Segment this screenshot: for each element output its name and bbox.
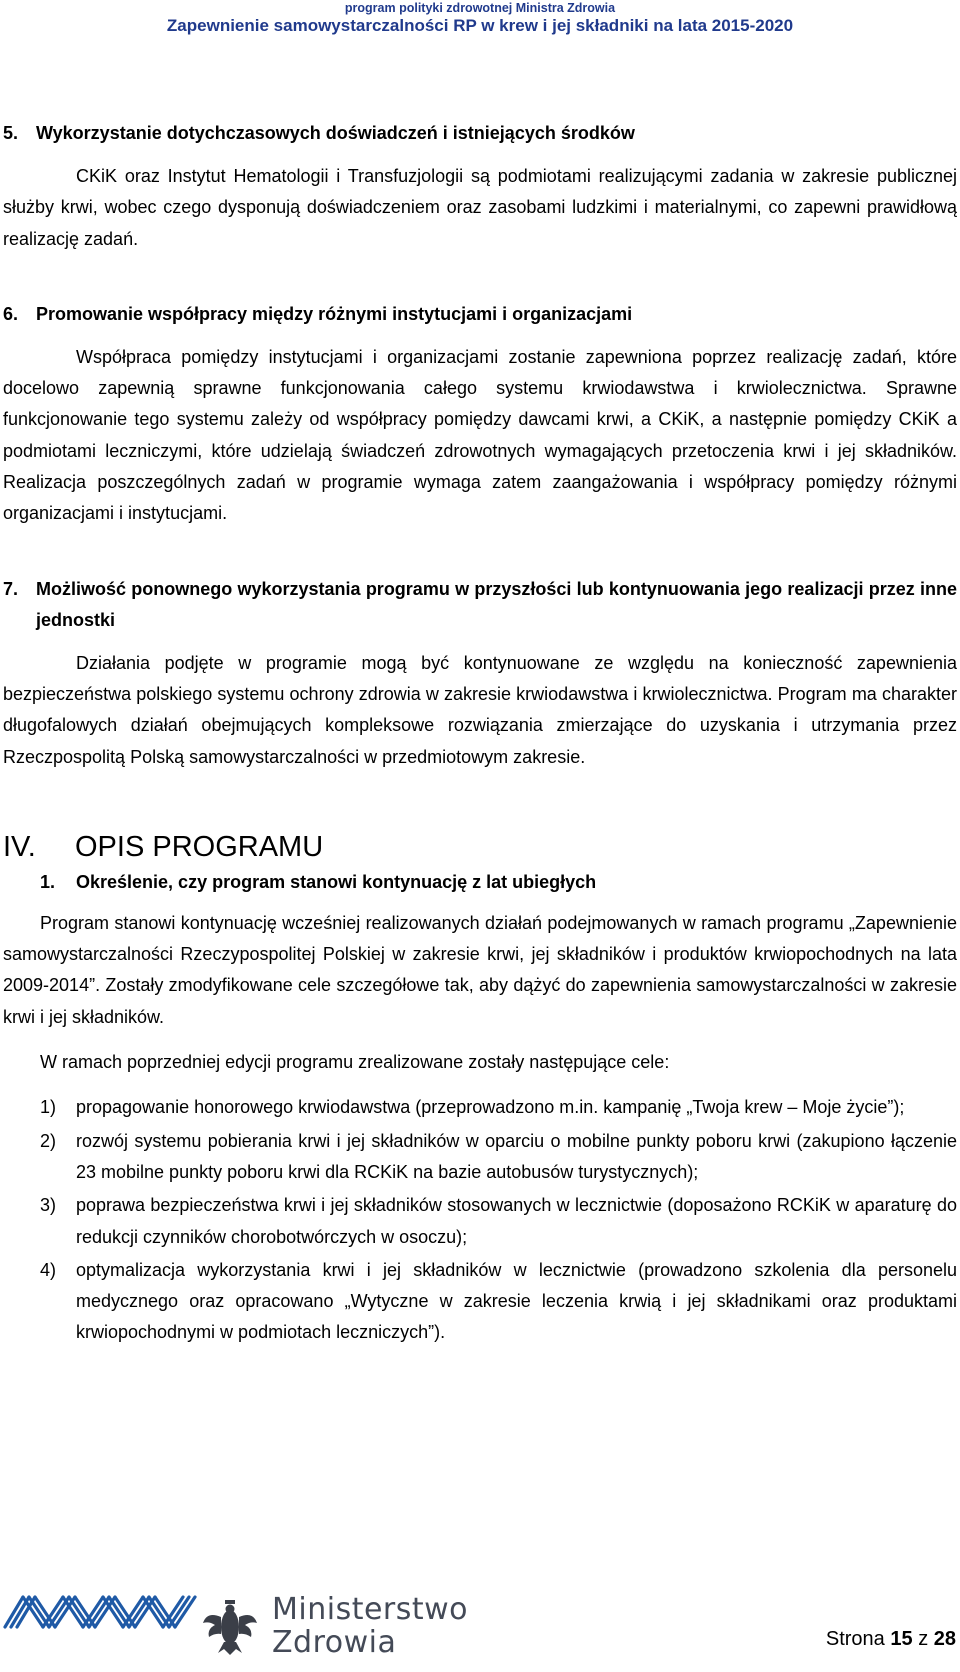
- list-item-number: 1): [40, 1097, 57, 1118]
- section-title: Promowanie współpracy między różnymi instytucjami i organizacjami: [36, 303, 633, 324]
- page-total: 28: [933, 1628, 956, 1650]
- ministry-name-line1: Ministerstwo: [272, 1592, 469, 1627]
- part-iv-heading: [3, 827, 957, 867]
- list-item-text: propagowanie honorowego krwiodawstwa (przeprowadzono m.in. kampanię „Twoja krew – Moje życie”);: [76, 1097, 905, 1118]
- subsection-1-intro: W ramach poprzedniej edycji programu zrealizowane zostały następujące cele:: [40, 1052, 670, 1073]
- achievements-list: [3, 1092, 957, 1348]
- section-number: 6.: [3, 303, 19, 324]
- ministry-logo-icon: [3, 1587, 265, 1672]
- subsection-1-paragraph: Program stanowi kontynuację wcześniej realizowanych działań podejmowanych w ramach programu „Zapewnienie samowystarczalności Rzeczypospolitej Polskiej w zakresie krwi, jej składników i produktów krwiopochodnych na lata 2009-2014”. Zostały zmodyfikowane cele szczegółowe tak, aby dążyć do zapewnienia samowystarczalności w zakresie krwi i jej składników.: [3, 912, 957, 1027]
- section-7-heading: [3, 574, 957, 636]
- subsection-1-heading: [3, 867, 957, 898]
- document-body: [3, 118, 957, 1351]
- ministry-name: [272, 1593, 468, 1659]
- list-item: [3, 1255, 957, 1349]
- part-title: OPIS PROGRAMU: [75, 830, 324, 863]
- part-number: IV.: [3, 830, 36, 863]
- list-item: [3, 1092, 957, 1123]
- subsection-number: 1.: [40, 871, 56, 892]
- page-label: Strona: [825, 1628, 885, 1650]
- ministry-name-line2: Zdrowia: [272, 1625, 397, 1660]
- section-title: Możliwość ponownego wykorzystania programu w przyszłości lub kontynuowania jego realizacji przez inne jednostki: [36, 578, 957, 630]
- page-number: [826, 1628, 956, 1651]
- section-7-paragraph: Działania podjęte w programie mogą być kontynuowane ze względu na konieczność zapewnienia bezpieczeństwa polskiego systemu ochrony zdrowia w zakresie krwiodawstwa i krwiolecznictwa. Program ma charakter długofalowych działań obejmujących kompleksowe rozwiązania zmierzające do uzyskania i utrzymania przez Rzeczpospolitą Polską samowystarczalności w przedmiotowym zakresie.: [3, 652, 957, 767]
- page-separator: z: [918, 1628, 929, 1650]
- section-5-paragraph: CKiK oraz Instytut Hematologii i Transfuzjologii są podmiotami realizującymi zadania w zakresie publicznej służby krwi, wobec czego dysponują doświadczeniem oraz zasobami ludzkimi i materialnymi, co zapewni prawidłową realizację zadań.: [3, 166, 957, 249]
- list-item-number: 4): [40, 1259, 57, 1280]
- list-item-text: optymalizacja wykorzystania krwi i jej składników w lecznictwie (prowadzono szkolenia dla personelu medycznego oraz opracowano „Wytyczne w zakresie leczenia krwią i jej składnikami oraz produktami krwiopochodnymi w podmiotach leczniczych”).: [76, 1259, 957, 1343]
- list-item-text: rozwój systemu pobierania krwi i jej składników w oparciu o mobilne punkty poboru krwi (zakupiono łączenie 23 mobilne punkty poboru krwi dla RCKiK na bazie autobusów turystycznych);: [76, 1130, 957, 1182]
- section-number: 7.: [3, 578, 19, 599]
- list-item-number: 3): [40, 1195, 57, 1216]
- section-title: Wykorzystanie dotychczasowych doświadczeń i istniejących środków: [36, 123, 635, 143]
- list-item-number: 2): [40, 1130, 57, 1151]
- page-current: 15: [890, 1628, 913, 1650]
- list-item-text: poprawa bezpieczeństwa krwi i jej składników stosowanych w lecznictwie (doposażono RCKiK w aparaturę do redukcji czynników chorobotwórczych w osoczu);: [76, 1195, 957, 1247]
- section-number: 5.: [3, 123, 19, 143]
- header-title-line: Zapewnienie samowystarczalności RP w krew i jej składniki na lata 2015-2020: [166, 16, 794, 35]
- section-5-heading: [3, 118, 957, 149]
- list-item: [3, 1126, 957, 1189]
- list-item: [3, 1190, 957, 1253]
- section-6-heading: [3, 299, 957, 330]
- header-program-line: program polityki zdrowotnej Ministra Zdrowia: [344, 1, 616, 15]
- subsection-title: Określenie, czy program stanowi kontynuację z lat ubiegłych: [76, 871, 597, 892]
- section-6-paragraph: Współpraca pomiędzy instytucjami i organizacjami zostanie zapewniona poprzez realizację zadań, które docelowo zapewnią sprawne funkcjonowania całego systemu krwiodawstwa i krwiolecznictwa. Sprawne funkcjonowanie tego systemu zależy od współpracy pomiędzy dawcami krwi, a CKiK, a następnie pomiędzy CKiK a podmiotami leczniczymi, które udzielają świadczeń zdrowotnych wymagających przetoczenia krwi i jej składników. Realizacja poszczególnych zadań w programie wymaga zatem zaangażowania i współpracy pomiędzy różnymi organizacjami i instytucjami.: [3, 346, 957, 524]
- page-header: [0, 0, 960, 48]
- page-footer: [0, 1585, 960, 1670]
